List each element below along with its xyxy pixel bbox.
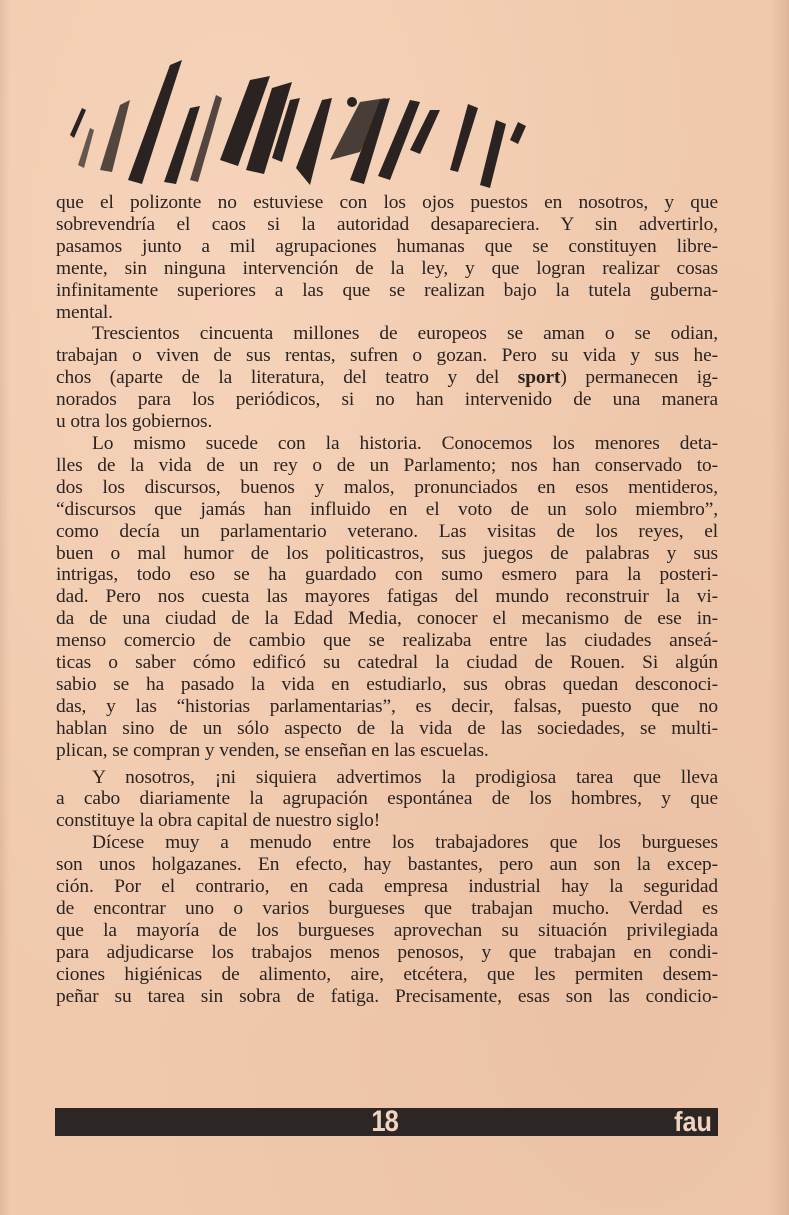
text-line: mente, sin ninguna intervención de la ley, y que logran realizar cosas <box>56 257 718 279</box>
footer-bar <box>55 1105 718 1138</box>
text-line: ticas o saber cómo edificó su catedral la ciudad de Rouen. Si algún <box>56 652 718 674</box>
brush-stroke <box>100 100 130 172</box>
text-line: ciones higiénicas de alimento, aire, etcétera, que les permiten desem- <box>56 963 718 985</box>
text-line: peñar su tarea sin sobra de fatiga. Precisamente, esas son las condicio- <box>56 985 718 1007</box>
page-number: 18 <box>371 1105 399 1138</box>
text-line: plican, se compran y venden, se enseñan en las escuelas. <box>56 739 489 761</box>
text-line: intrigas, todo eso se ha guardado con sumo esmero para la posteri- <box>56 564 718 586</box>
text-line: sabio se ha pasado la vida en estudiarlo, sus obras quedan desconoci- <box>56 673 718 695</box>
text-line: sobrevendría el caos si la autoridad desapareciera. Y sin advertirlo, <box>56 213 718 235</box>
text-line: Trescientos cincuenta millones de europeos se aman o se odian, <box>92 323 718 345</box>
paragraph-1 <box>56 192 718 323</box>
text-line: dad. Pero nos cuesta las mayores fatigas del mundo reconstruir la vi- <box>56 586 718 608</box>
text-line: norados para los periódicos, si no han intervenido de una manera <box>56 389 718 411</box>
text-line: mental. <box>56 301 113 323</box>
body-text <box>56 192 718 1008</box>
text-line: trabajan o viven de sus rentas, sufren o gozan. Pero su vida y sus he- <box>56 345 718 367</box>
text-line: chos (aparte de la literatura, del teatro y del sport) permanecen ig- <box>56 367 718 389</box>
text-line: buen o mal humor de los politicastros, sus juegos de palabras y sus <box>56 542 718 564</box>
text-line: menso comercio de cambio que se realizaba entre las ciudades anseá- <box>56 630 718 652</box>
text-line: “discursos que jamás han influido en el voto de un solo miembro”, <box>56 498 718 520</box>
brush-stroke <box>480 120 506 188</box>
ink-dot <box>347 97 357 107</box>
paragraph-4 <box>56 767 718 833</box>
brush-stroke <box>410 110 440 154</box>
text-line: como decía un parlamentario veterano. Las visitas de los reyes, el <box>56 520 718 542</box>
text-line: u otra los gobiernos. <box>56 411 213 433</box>
text-line: das, y las “historias parlamentarias”, es decir, falsas, puesto que no <box>56 695 718 717</box>
text-line: dos los discursos, buenos y malos, pronunciados en esos mentideros, <box>56 476 718 498</box>
brush-stroke <box>78 128 94 168</box>
text-line: infinitamente superiores a las que se realizan bajo la tutela guberna- <box>56 279 718 301</box>
text-line: que el polizonte no estuviese con los ojos puestos en nosotros, y que <box>56 192 718 213</box>
emphasized-word: sport <box>517 367 561 389</box>
text-line: Lo mismo sucede con la historia. Conocemos los menores deta- <box>92 432 718 454</box>
brush-stroke <box>450 104 478 172</box>
text-line: para adjudicarse los trabajos menos penosos, y que trabajan en condi- <box>56 941 718 963</box>
brush-stroke <box>296 98 332 185</box>
text-line: ción. Por el contrario, en cada empresa industrial hay la seguridad <box>56 876 718 898</box>
text-line: lles de la vida de un rey o de un Parlamento; nos han conservado to- <box>56 454 718 476</box>
publisher-logo: fau <box>674 1106 712 1137</box>
text-line: que la mayoría de los burgueses aprovechan su situación privilegiada <box>56 919 718 941</box>
text-line: hablan sino de un sólo aspecto de la vida de las sociedades, se multi- <box>56 717 718 739</box>
text-line: pasamos junto a mil agrupaciones humanas que se constituyen libre- <box>56 235 718 257</box>
brush-stroke <box>510 122 526 144</box>
text-line: son unos holgazanes. En efecto, hay bastantes, pero aun son la excep- <box>56 854 718 876</box>
text-line: de encontrar uno o varios burgueses que trabajan mucho. Verdad es <box>56 898 718 919</box>
paragraph-2 <box>56 323 718 433</box>
paragraph-5 <box>56 832 718 1007</box>
text-line: constituye la obra capital de nuestro siglo! <box>56 810 381 832</box>
brush-title-artwork <box>60 40 740 190</box>
paragraph-3 <box>56 433 718 762</box>
text-line: Dícese muy a menudo entre los trabajadores que los burgueses <box>92 832 718 854</box>
text-line: Y nosotros, ¡ni siquiera advertimos la prodigiosa tarea que lleva <box>92 766 718 788</box>
brush-stroke <box>70 108 86 138</box>
text-line: a cabo diariamente la agrupación espontánea de los hombres, y que <box>56 788 718 810</box>
text-line: da de una ciudad de la Edad Media, conocer el mecanismo de ese in- <box>56 608 718 630</box>
